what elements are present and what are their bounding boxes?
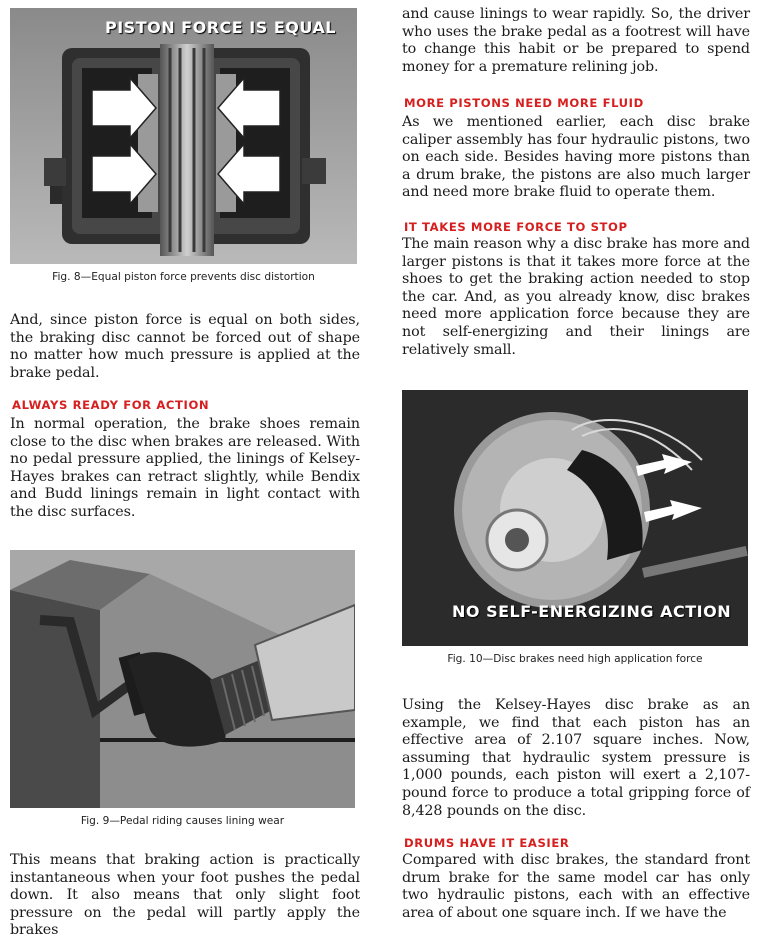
figure-8-caption: Fig. 8—Equal piston force prevents disc distortion [52,271,315,283]
figure-10-photo [402,390,748,646]
right-paragraph-4: Compared with disc brakes, the standard front drum brake for the same model car has only two hydraulic pistons, each with an effective area of about one square inch. If we have the [402,852,750,921]
left-paragraph-2: In normal operation, the brake shoes remain close to the disc when brakes are released. With no pedal pressure applied, the linings of Kelsey-Hayes brakes can retract slightly, while Bendix and Budd linings remain in light contact with the disc surfaces. [10,416,360,520]
left-paragraph-1: And, since piston force is equal on both sides, the braking disc cannot be forced out of shape no matter how much pressure is applied at the brake pedal. [10,312,360,381]
right-paragraph-2: The main reason why a disc brake has more and larger pistons is that it takes more force at the shoes to get the braking action needed to stop the car. And, as you already know, disc brakes need more application force because they are not self-energizing and their linings are relatively small. [402,236,750,358]
figure-10-caption: Fig. 10—Disc brakes need high application force [447,653,703,665]
heading-more-force: IT TAKES MORE FORCE TO STOP [404,220,628,234]
heading-more-pistons: MORE PISTONS NEED MORE FLUID [404,96,644,110]
right-paragraph-3: Using the Kelsey-Hayes disc brake as an example, we find that each piston has an effective area of 2.107 square inches. Now, assuming that hydraulic system pressure is 1,000 pounds, each piston will exert a 2,107-pound force to produce a total gripping force of 8,428 pounds on the disc. [402,697,750,819]
right-paragraph-1: As we mentioned earlier, each disc brake caliper assembly has four hydraulic pistons, two on each side. Besides having more pistons than a drum brake, the pistons are also much larger and need more brake fluid to operate them. [402,114,750,201]
pedal-riding-illustration [10,550,355,808]
figure-8-overlay-text: PISTON FORCE IS EQUAL [105,18,336,37]
right-paragraph-0: and cause linings to wear rapidly. So, the driver who uses the brake pedal as a footrest will have to change this habit or be prepared to spend money for a premature relining job. [402,6,750,75]
caliper-cutaway-illustration [10,8,357,264]
figure-10-overlay-text: NO SELF-ENERGIZING ACTION [452,602,732,621]
heading-always-ready: ALWAYS READY FOR ACTION [12,398,210,412]
heading-drums-easier: DRUMS HAVE IT EASIER [404,836,570,850]
figure-9-photo [10,550,355,808]
figure-8-photo [10,8,357,264]
left-paragraph-3: This means that braking action is practically instantaneous when your foot pushes the pedal down. It also means that only slight foot pressure on the pedal will partly apply the brakes [10,852,360,939]
figure-9-caption: Fig. 9—Pedal riding causes lining wear [80,815,285,827]
